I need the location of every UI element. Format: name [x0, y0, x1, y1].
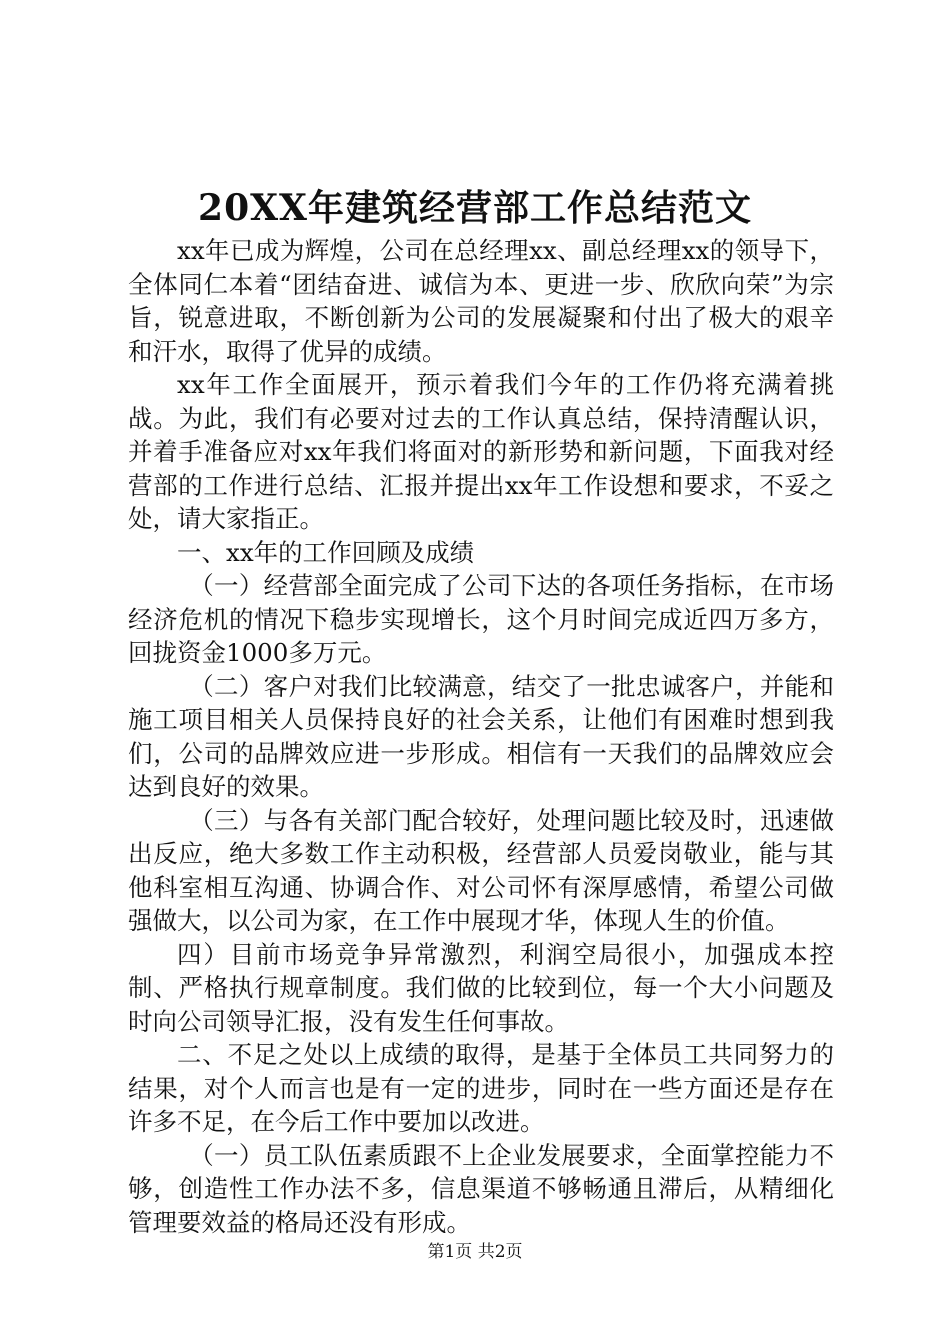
page-footer: 第1页 共2页 [427, 1242, 523, 1262]
section-heading: 一、xx年的工作回顾及成绩 [177, 537, 475, 567]
paragraph: （三）与各有关部门配合较好，处理问题比较及时，迅速做出反应，绝大多数工作主动积极，经营部人员爱岗敬业，能与其他科室相互沟通、协调合作、对公司怀有深厚感情，希望公司做强做大，以公司为家，在工作中展现才华，体现人生的价值。 [128, 805, 834, 935]
paragraph: xx年已成为辉煌，公司在总经理xx、副总经理xx的领导下，全体同仁本着“团结奋进、诚信为本、更进一步、欣欣向荣”为宗旨，锐意进取，不断创新为公司的发展凝聚和付出了极大的艰辛和汗水，取得了优异的成绩。 [128, 236, 834, 366]
paragraph: （一）员工队伍素质跟不上企业发展要求，全面掌控能力不够，创造性工作办法不多，信息渠道不够畅通且滞后，从精细化管理要效益的格局还没有形成。 [128, 1140, 834, 1237]
paragraph: 二、不足之处以上成绩的取得，是基于全体员工共同努力的结果，对个人而言也是有一定的进步，同时在一些方面还是存在许多不足，在今后工作中要加以改进。 [128, 1040, 834, 1136]
document-title: 20XX年建筑经营部工作总结范文 [198, 187, 752, 229]
document-body [128, 234, 834, 1239]
paragraph: （二）客户对我们比较满意，结交了一批忠诚客户，并能和施工项目相关人员保持良好的社会关系，让他们有困难时想到我们，公司的品牌效应进一步形成。相信有一天我们的品牌效应会达到良好的效果。 [128, 671, 834, 801]
paragraph: 四）目前市场竞争异常激烈，利润空局很小，加强成本控制、严格执行规章制度。我们做的比较到位，每一个大小问题及时向公司领导汇报，没有发生任何事故。 [128, 939, 834, 1036]
paragraph: （一）经营部全面完成了公司下达的各项任务指标，在市场经济危机的情况下稳步实现增长，这个月时间完成近四万多方，回拢资金1000多万元。 [128, 571, 834, 667]
paragraph: xx年工作全面展开，预示着我们今年的工作仍将充满着挑战。为此，我们有必要对过去的工作认真总结，保持清醒认识，并着手准备应对xx年我们将面对的新形势和新问题，下面我对经营部的工作进行总结、汇报并提出xx年工作设想和要求，不妥之处，请大家指正。 [128, 370, 834, 533]
